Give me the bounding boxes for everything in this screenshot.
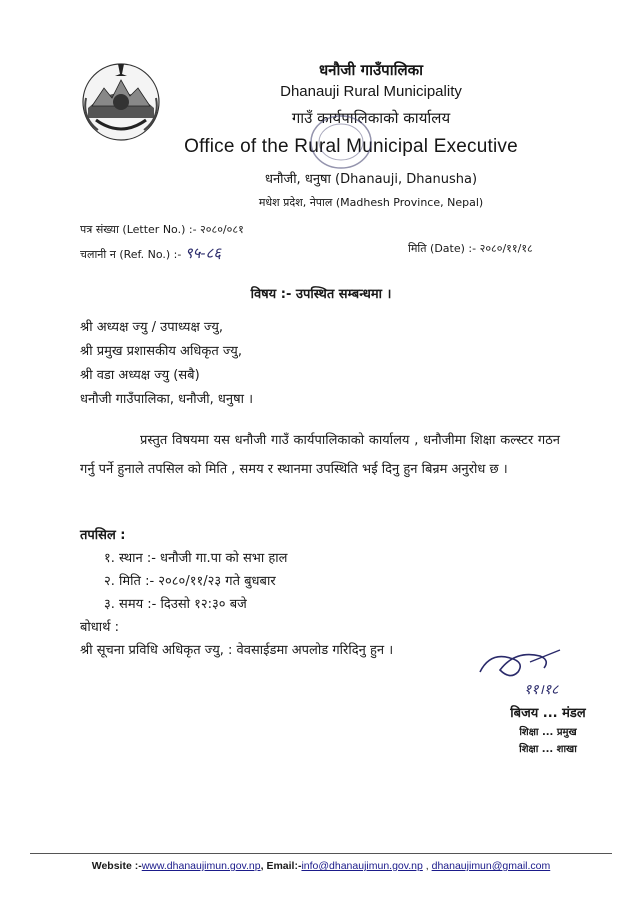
office-stamp-icon xyxy=(285,108,397,176)
municipality-name-np: धनौजी गाउँपालिका xyxy=(318,61,424,79)
letter-number: पत्र संख्या (Letter No.) :- २०८०/०८१ xyxy=(80,223,244,236)
footer-divider xyxy=(30,853,612,854)
municipality-name-en: Dhanauji Rural Municipality xyxy=(280,83,462,100)
addressee-line: श्री अध्यक्ष ज्यु / उपाध्यक्ष ज्यु, xyxy=(80,320,224,335)
address-np: धनौजी, धनुषा (Dhanauji, Dhanusha) xyxy=(264,172,478,187)
office-name-np: गाउँ कार्यपालिकाको कार्यालय xyxy=(291,109,451,127)
handwritten-date: ११।१८ xyxy=(524,682,559,698)
addressee-line: धनौजी गाउँपालिका, धनौजी, धनुषा । xyxy=(80,392,254,407)
signatory-section: शिक्षा ... शाखा xyxy=(519,744,577,755)
details-item: २. मिति :- २०८०/११/२३ गते बुधबार xyxy=(104,574,276,589)
letter-date: मिति (Date) :- २०८०/११/१८ xyxy=(408,242,533,255)
addressee-line: श्री प्रमुख प्रशासकीय अधिकृत ज्यु, xyxy=(80,344,242,359)
reference-number: चलानी न (Ref. No.) :- ९५-८६ xyxy=(80,244,222,262)
addressee-block xyxy=(80,316,253,412)
cc-line: श्री सूचना प्रविधि अधिकृत ज्यु, : वेवसाईडमा अपलोड गरिदिनु हुन । xyxy=(80,643,394,658)
subject-line: विषय :- उपस्थित सम्बन्धमा । xyxy=(250,287,392,302)
handwritten-ref: ९५-८६ xyxy=(184,244,222,262)
office-name-en: Office of the Rural Municipal Executive xyxy=(184,136,518,157)
details-item: १. स्थान :- धनौजी गा.पा को सभा हाल xyxy=(104,551,288,566)
signatory-title: शिक्षा ... प्रमुख xyxy=(519,727,577,738)
addressee-line: श्री वडा अध्यक्ष ज्यु (सबै) xyxy=(80,368,200,383)
signatory-name: बिजय ... मंडल xyxy=(510,706,586,721)
details-heading: तपसिल : xyxy=(80,528,126,543)
email-link[interactable]: info@dhanaujimun.gov.np xyxy=(301,860,423,872)
province-line: मधेश प्रदेश, नेपाल (Madhesh Province, Nepal) xyxy=(258,196,484,209)
website-link[interactable]: www.dhanaujimun.gov.np xyxy=(141,860,261,872)
details-item: ३. समय :- दिउसो १२:३० बजे xyxy=(104,597,247,612)
gmail-link[interactable]: dhanaujimun@gmail.com xyxy=(431,860,551,872)
footer: Website :-www.dhanaujimun.gov.np, Email:-info@dhanaujimun.gov.np , dhanaujimun@gmail.com xyxy=(91,860,551,872)
cc-heading: बोधार्थ : xyxy=(80,620,119,635)
details-block xyxy=(80,524,393,662)
body-paragraph: प्रस्तुत विषयमा यस धनौजी गाउँ कार्यपालिकाको कार्यालय , धनौजीमा शिक्षा कल्स्टर गठन गर्नु पर्ने हुनाले तपसिल को मिति , समय र स्थानमा उपस्थिति भई दिनु हुन बिन्रम अनुरोध छ । xyxy=(80,433,560,477)
